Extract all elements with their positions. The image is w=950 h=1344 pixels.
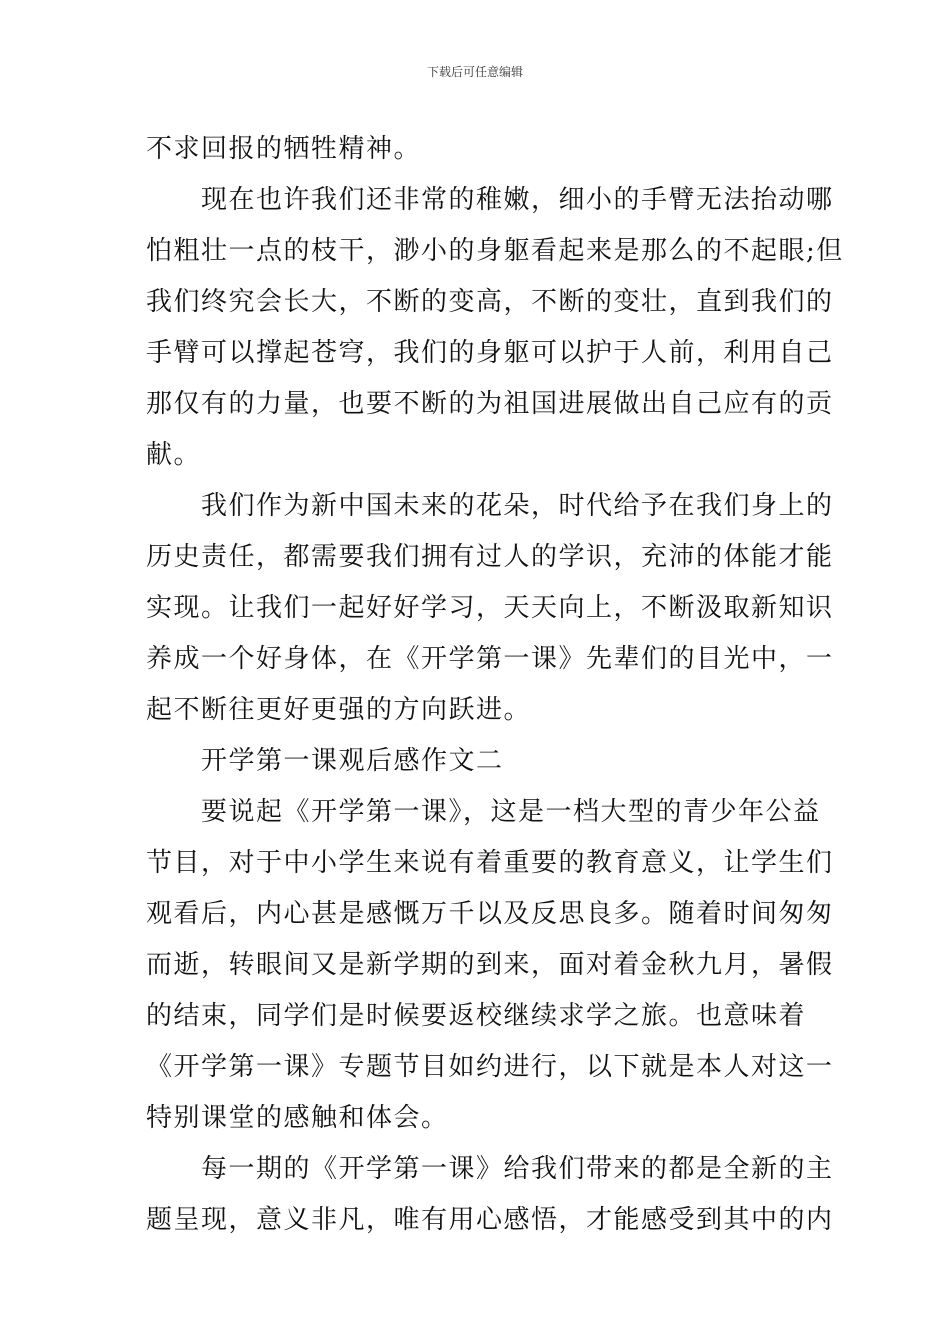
- text-line: 献。: [146, 440, 202, 470]
- document-body: [146, 124, 844, 1246]
- text-line: 而逝，转眼间又是新学期的到来，面对着金秋九月，暑假: [146, 950, 834, 980]
- paragraph-first-line: 我们作为新中国未来的花朵，时代给予在我们身上的: [201, 491, 834, 521]
- text-line: 《开学第一课》专题节目如约进行，以下就是本人对这一: [146, 1052, 834, 1082]
- text-line: 实现。让我们一起好好学习，天天向上，不断汲取新知识: [146, 593, 834, 623]
- text-line: 手臂可以撑起苍穹，我们的身躯可以护于人前，利用自己: [146, 338, 834, 368]
- text-line: 起不断往更好更强的方向跃进。: [146, 695, 532, 725]
- text-line: 的结束，同学们是时候要返校继续求学之旅。也意味着: [146, 1001, 807, 1031]
- text-line: 特别课堂的感触和体会。: [146, 1103, 449, 1133]
- text-line: 不求回报的牺牲精神。: [146, 134, 422, 164]
- paragraph-first-line: 现在也许我们还非常的稚嫩，细小的手臂无法抬动哪: [201, 185, 834, 215]
- page-header: 下载后可任意编辑: [426, 65, 523, 79]
- text-line: 历史责任，都需要我们拥有过人的学识，充沛的体能才能: [146, 542, 834, 572]
- text-line: 我们终究会长大，不断的变高，不断的变壮，直到我们的: [146, 287, 834, 317]
- text-line: 养成一个好身体，在《开学第一课》先辈们的目光中，一: [146, 644, 834, 674]
- text-line: 题呈现，意义非凡，唯有用心感悟，才能感受到其中的内: [146, 1205, 834, 1235]
- text-line: 怕粗壮一点的枝干，渺小的身躯看起来是那么的不起眼;但: [146, 236, 844, 266]
- paragraph-first-line: 每一期的《开学第一课》给我们带来的都是全新的主: [201, 1154, 834, 1184]
- text-line: 观看后，内心甚是感慨万千以及反思良多。随着时间匆匆: [146, 899, 834, 929]
- section-heading: 开学第一课观后感作文二: [201, 746, 504, 776]
- paragraph-first-line: 要说起《开学第一课》，这是一档大型的青少年公益: [201, 797, 821, 827]
- text-line: 那仅有的力量，也要不断的为祖国进展做出自己应有的贡: [146, 389, 834, 419]
- text-line: 节目，对于中小学生来说有着重要的教育意义，让学生们: [146, 848, 834, 878]
